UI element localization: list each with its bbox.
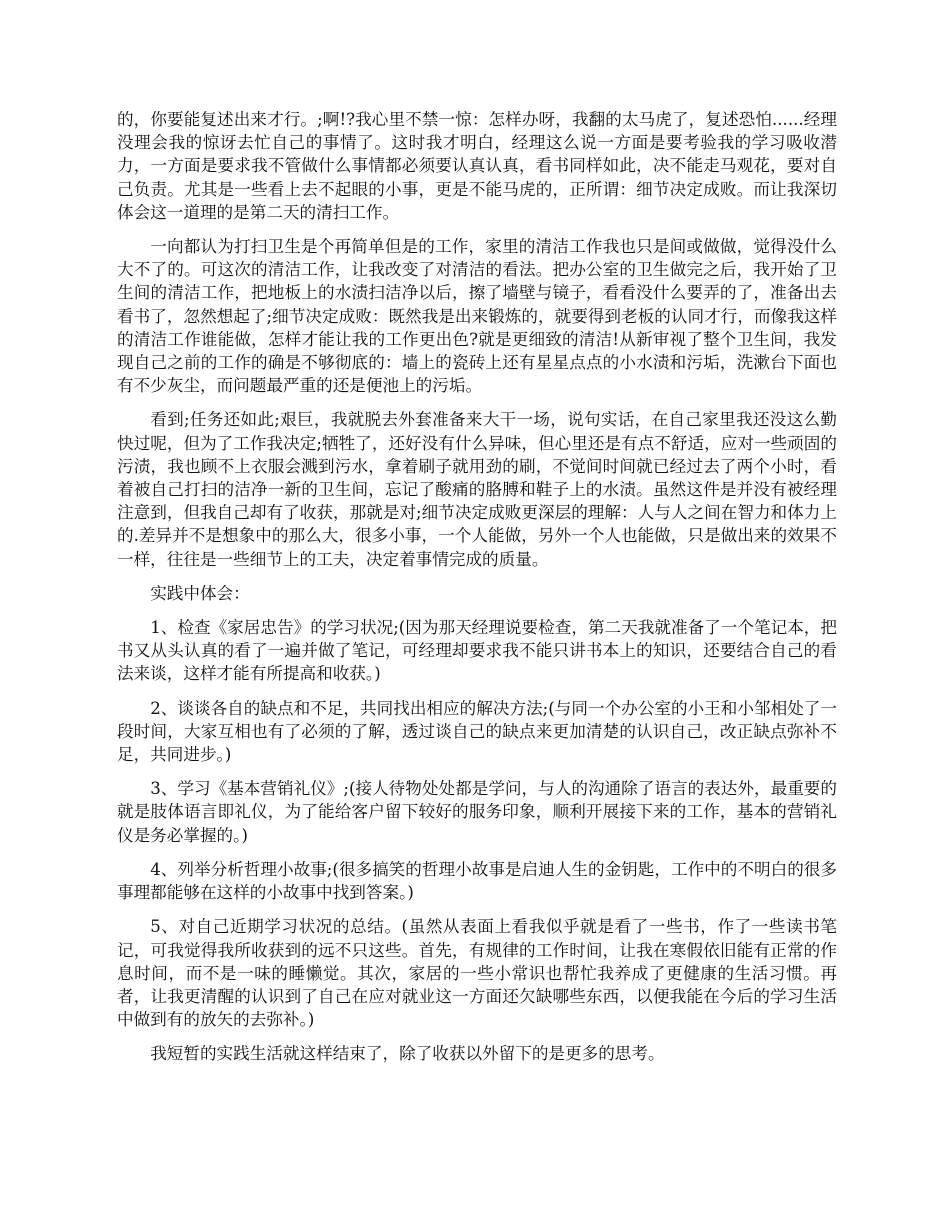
paragraph-conclusion: 我短暂的实践生活就这样结束了，除了收获以外留下的是更多的思考。 — [150, 1044, 665, 1064]
paragraph-continuation: 的，你要能复述出来才行。;啊!?我心里不禁一惊：怎样办呀，我翻的太马虎了，复述恐怕......经理没理会我的惊讶去忙自己的事情了。这时我才明白，经理这么说一方面是要考验我的学习吸收潜力，一方面是要求我不管做什么事情都必须要认真认真，看书同样如此，决不能走马观花，要对自己负责。尤其是一些看上去不起眼的小事，更是不能马虎的，正所谓：细节决定成败。而让我深切体会这一道理的是第二天的清扫工作。 — [117, 110, 837, 222]
list-item-5: 5、对自己近期学习状况的总结。(虽然从表面上看我似乎就是看了一些书，作了一些读书笔记，可我觉得我所收获到的远不只这些。首先，有规律的工作时间，让我在寒假依旧能有正常的作息时间，而不是一味的睡懒觉。其次，家居的一些小常识也帮忙我养成了更健康的生活习惯。再者，让我更清醒的认识到了自己在应对就业这一方面还欠缺哪些东西，以便我能在今后的学习生活中做到有的放矢的去弥补。) — [117, 917, 837, 1030]
list-item-2: 2、谈谈各自的缺点和不足，共同找出相应的解决方法;(与同一个办公室的小王和小邹相处了一段时间，大家互相也有了必须的了解，透过谈自己的缺点来更加清楚的认识自己，改正缺点弥补不足，共同进步。) — [117, 698, 837, 765]
list-item-1: 1、检查《家居忠告》的学习状况;(因为那天经理说要检查，第二天我就准备了一个笔记本，把书又从头认真的看了一遍并做了笔记，可经理却要求我不能只讲书本上的知识，还要结合自己的看法来谈，这样才能有所提高和收获。) — [117, 618, 837, 684]
paragraph-task: 看到;任务还如此;艰巨，我就脱去外套准备来大干一场，说句实话，在自己家里我还没这么勤快过呢，但为了工作我决定;牺牲了，还好没有什么异味，但心里还是有点不舒适，应对一些顽固的污渍，我也顾不上衣服会溅到污水，拿着刷子就用劲的刷，不觉间时间就已经过去了两个小时，看着被自己打扫的洁净一新的卫生间，忘记了酸痛的胳膊和鞋子上的水渍。虽然这件是并没有被经理注意到，但我自己却有了收获，那就是对;细节决定成败更深层的理解：人与人之间在智力和体力上的.差异并不是想象中的那么大，很多小事，一个人能做，另外一个人也能做，只是做出来的效果不一样，往往是一些细节上的工夫，决定着事情完成的质量。 — [117, 410, 837, 569]
list-item-4: 4、列举分析哲理小故事;(很多搞笑的哲理小故事是启迪人生的金钥匙，工作中的不明白的很多事理都能够在这样的小故事中找到答案。) — [117, 859, 837, 903]
section-heading: 实践中体会： — [150, 583, 250, 603]
paragraph-cleaning: 一向都认为打扫卫生是个再简单但是的工作，家里的清洁工作我也只是间或做做，觉得没什么大不了的。可这次的清洁工作，让我改变了对清洁的看法。把办公室的卫生做完之后，我开始了卫生间的清洁工作，把地板上的水渍扫洁净以后，擦了墙壁与镜子，看看没什么要弄的了，准备出去看书了，忽然想起了;细节决定成败：既然我是出来锻炼的，就要得到老板的认同才行，而像我这样的清洁工作谁能做，怎样才能让我的工作更出色?就是更细致的清洁!从新审视了整个卫生间，我发现自己之前的工作的确是不够彻底的：墙上的瓷砖上还有星星点点的小水渍和污垢，洗漱台下面也有不少灰尘，而问题最严重的还是便池上的污垢。 — [117, 237, 837, 396]
document-body — [117, 108, 837, 1077]
list-item-3: 3、学习《基本营销礼仪》;(接人待物处处都是学问，与人的沟通除了语言的表达外，最重要的就是肢体语言即礼仪，为了能给客户留下较好的服务印象，顺利开展接下来的工作，基本的营销礼仪是务必掌握的。) — [117, 779, 837, 845]
